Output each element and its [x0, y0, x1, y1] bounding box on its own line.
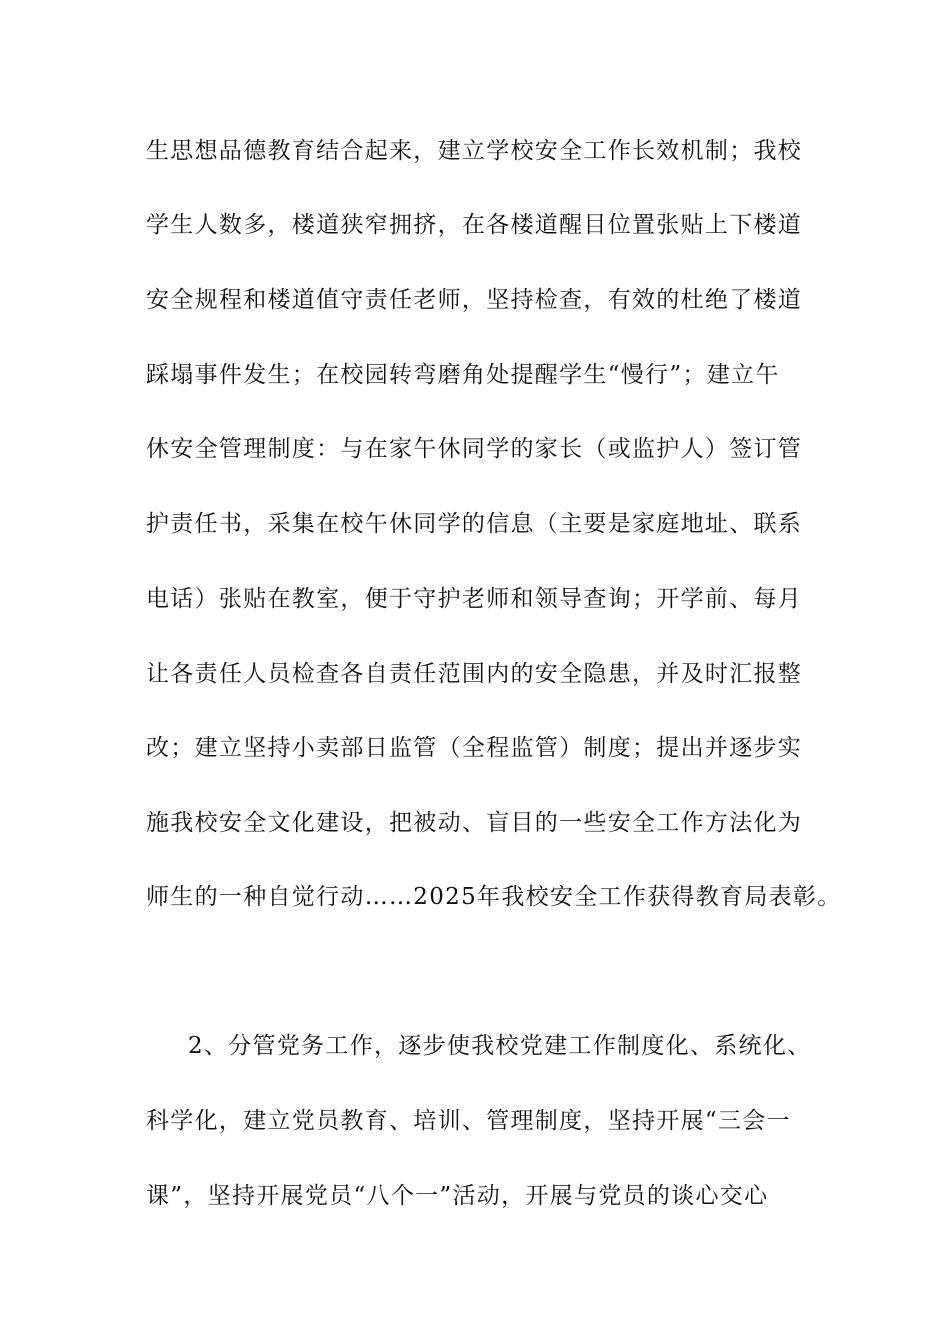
text-line: 科学化，建立党员教育、培训、管理制度，坚持开展“三会一	[146, 1108, 791, 1134]
text-line: 施我校安全文化建设，把被动、盲目的一些安全工作方法化为	[146, 810, 803, 836]
text-line: 让各责任人员检查各自责任范围内的安全隐患，并及时汇报整	[146, 661, 803, 687]
text-line: 电话）张贴在教室，便于守护老师和领导查询；开学前、每月	[146, 586, 803, 612]
text-line: 安全规程和楼道值守责任老师，坚持检查，有效的杜绝了楼道	[146, 287, 803, 313]
text-line: 2、分管党务工作，逐步使我校党建工作制度化、系统化、	[188, 1033, 812, 1059]
text-line: 踩塌事件发生；在校园转弯磨角处提醒学生“慢行”；建立午	[146, 362, 780, 388]
text-line: 课”，坚持开展党员“八个一”活动，开展与党员的谈心交心	[146, 1183, 769, 1209]
text-line: 生思想品德教育结合起来，建立学校安全工作长效机制；我校	[146, 138, 803, 164]
text-line: 学生人数多，楼道狭窄拥挤，在各楼道醒目位置张贴上下楼道	[146, 212, 803, 238]
text-line: 师生的一种自觉行动……2025年我校安全工作获得教育局表彰。	[146, 884, 842, 910]
text-line: 休安全管理制度：与在家午休同学的家长（或监护人）签订管	[146, 436, 803, 462]
text-line: 护责任书，采集在校午休同学的信息（主要是家庭地址、联系	[146, 511, 803, 537]
text-line: 改；建立坚持小卖部日监管（全程监管）制度；提出并逐步实	[146, 735, 803, 761]
